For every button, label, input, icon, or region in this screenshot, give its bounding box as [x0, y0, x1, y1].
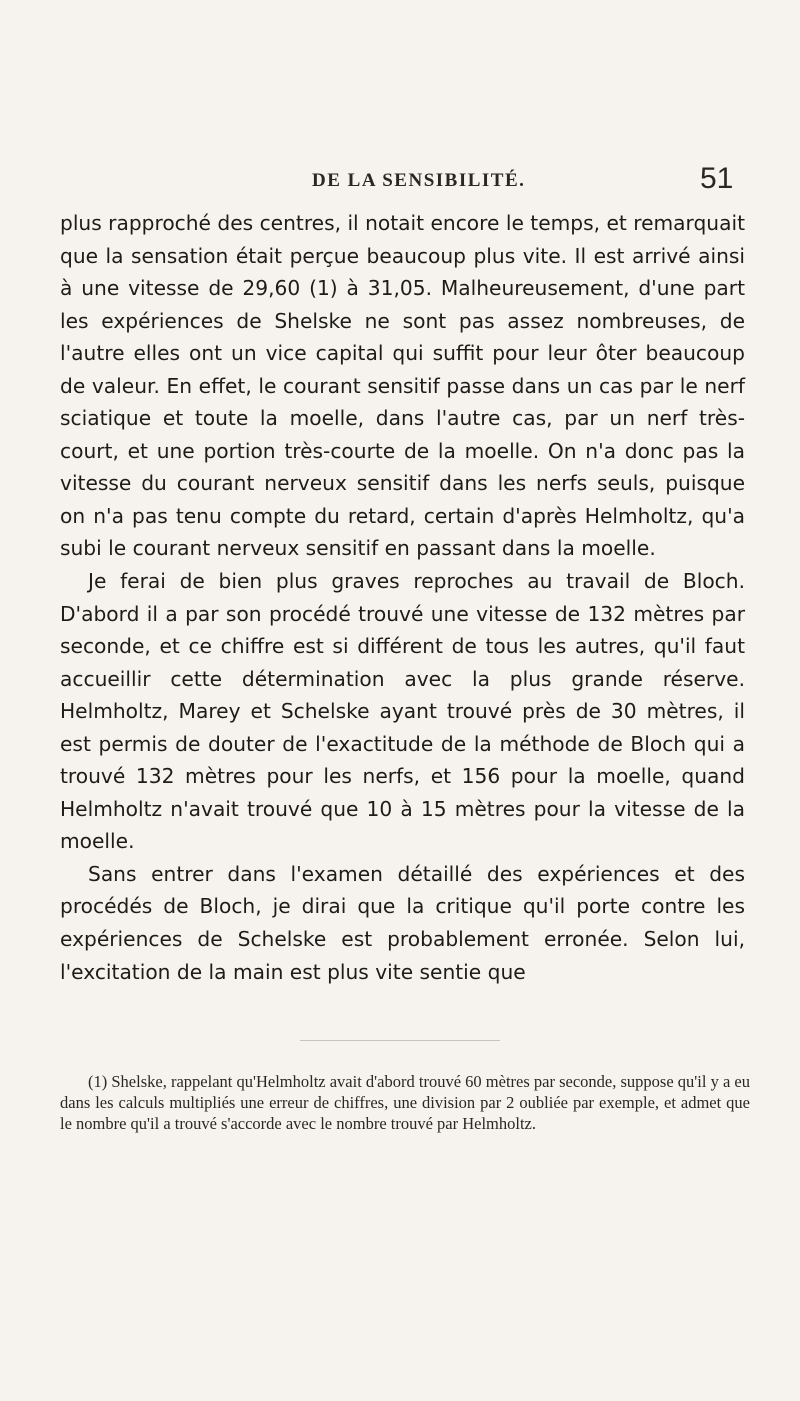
paragraph-1: plus rapproché des centres, il notait encore le temps, et remarquait que la sensation était perçue beaucoup plus vite. Il est arrivé ainsi à une vitesse de 29,60 (1) à 31,05. Malheureusement, d'une part les expériences de Shelske ne sont pas assez nombreuses, de l'autre elles ont un vice capital qui suffit pour leur ôter beaucoup de valeur. En effet, le courant sensitif passe dans un cas par le nerf sciatique et toute la moelle, dans l'autre cas, par un nerf très-court, et une portion très-courte de la moelle. On n'a donc pas la vitesse du courant nerveux sensitif dans les nerfs seuls, puisque on n'a pas tenu compte du retard, certain d'après Helmholtz, qu'a subi le courant nerveux sensitif en passant dans la moelle.: [60, 211, 745, 561]
running-title: DE LA SENSIBILITÉ.: [312, 170, 526, 191]
footnote: (1) Shelske, rappelant qu'Helmholtz avait d'abord trouvé 60 mètres par seconde, suppose qu'il y a eu dans les calculs multipliés une erreur de chiffres, une division par 2 oubliée par exemple, et admet que le nombre qu'il a trouvé s'accorde avec le nombre trouvé par Helmholtz.: [60, 1071, 750, 1133]
paragraph-2: Je ferai de bien plus graves reproches au travail de Bloch. D'abord il a par son procédé trouvé une vitesse de 132 mètres par seconde, et ce chiffre est si différent de tous les autres, qu'il faut accueillir cette détermination avec la plus grande réserve. Helmholtz, Marey et Schelske ayant trouvé près de 30 mètres, il est permis de douter de l'exactitude de la méthode de Bloch qui a trouvé 132 mètres pour les nerfs, et 156 pour la moelle, quand Helmholtz n'avait trouvé que 10 à 15 mètres pour la vitesse de la moelle.: [60, 569, 745, 854]
body-text: [60, 207, 745, 988]
running-header: [0, 160, 800, 200]
page-number: 51: [700, 162, 734, 195]
footnote-divider: [300, 1040, 500, 1041]
paragraph-3: Sans entrer dans l'examen détaillé des expériences et des procédés de Bloch, je dirai que la critique qu'il porte contre les expériences de Schelske est probablement erronée. Selon lui, l'excitation de la main est plus vite sentie que: [60, 861, 745, 984]
